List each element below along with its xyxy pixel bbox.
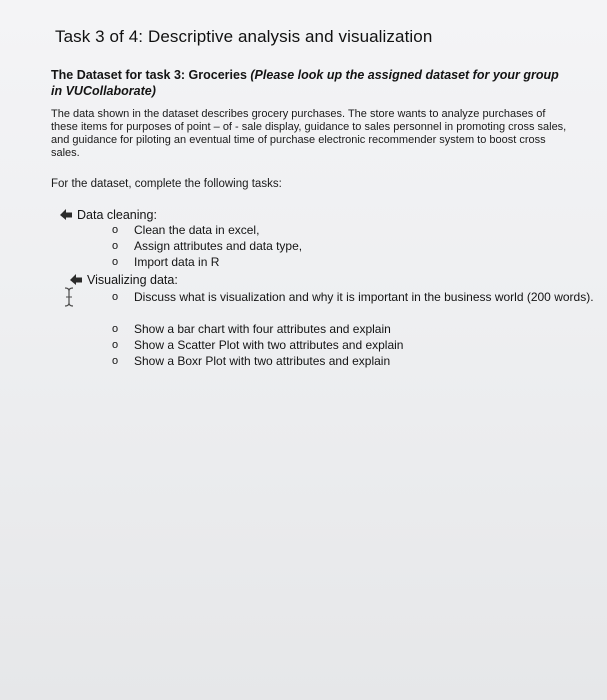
- text-cursor-icon: [63, 287, 75, 307]
- sub-bullet-icon: o: [112, 291, 119, 303]
- list-item: [112, 239, 532, 255]
- section-label: Data cleaning:: [77, 208, 157, 222]
- tasks-intro: For the dataset, complete the following tasks:: [51, 178, 282, 190]
- list-item-text: Import data in R: [134, 255, 220, 269]
- sub-bullet-icon: o: [112, 339, 119, 351]
- section-visualizing-data: [69, 273, 178, 287]
- sub-bullet-icon: o: [112, 224, 119, 236]
- list-item: [112, 290, 602, 322]
- list-item-text: Assign attributes and data type,: [134, 239, 303, 253]
- list-item: [112, 338, 532, 354]
- list-item-text: Show a Scatter Plot with two attributes and explain: [134, 338, 404, 352]
- list-item: [112, 223, 532, 239]
- dataset-heading: [51, 67, 561, 99]
- sub-bullet-icon: o: [112, 256, 119, 268]
- page-title: Task 3 of 4: Descriptive analysis and visualization: [55, 27, 433, 46]
- list-item-text: Clean the data in excel,: [134, 223, 260, 237]
- sub-bullet-icon: o: [112, 240, 119, 252]
- list-item: [112, 255, 532, 271]
- dataset-heading-bold: The Dataset for task 3: Groceries: [51, 68, 251, 82]
- arrow-bullet-icon: [69, 273, 83, 285]
- list-item-text: Show a Boxr Plot with two attributes and explain: [134, 354, 391, 368]
- list-item: [112, 322, 532, 338]
- dataset-description: The data shown in the dataset describes grocery purchases. The store wants to analyze purchases of these items for purposes of point – of - sale display, guidance to sales personnel in promoting cross sales, and guidance for piloting an eventual time of purchase electronic recommender system to boost cross sales.: [51, 108, 567, 159]
- section-label: Visualizing data:: [87, 273, 178, 287]
- list-item-text: Show a bar chart with four attributes and explain: [134, 322, 391, 336]
- arrow-bullet-icon: [59, 208, 73, 220]
- sub-bullet-icon: o: [112, 355, 119, 367]
- list-item-text: Discuss what is visualization and why it is important in the business world (200 words).: [134, 290, 594, 304]
- list-item: [112, 354, 532, 370]
- section-data-cleaning: [59, 208, 157, 222]
- dataset-heading-italic: (Please look up the assigned dataset for your group in VUCollaborate): [51, 68, 559, 98]
- sub-bullet-icon: o: [112, 323, 119, 335]
